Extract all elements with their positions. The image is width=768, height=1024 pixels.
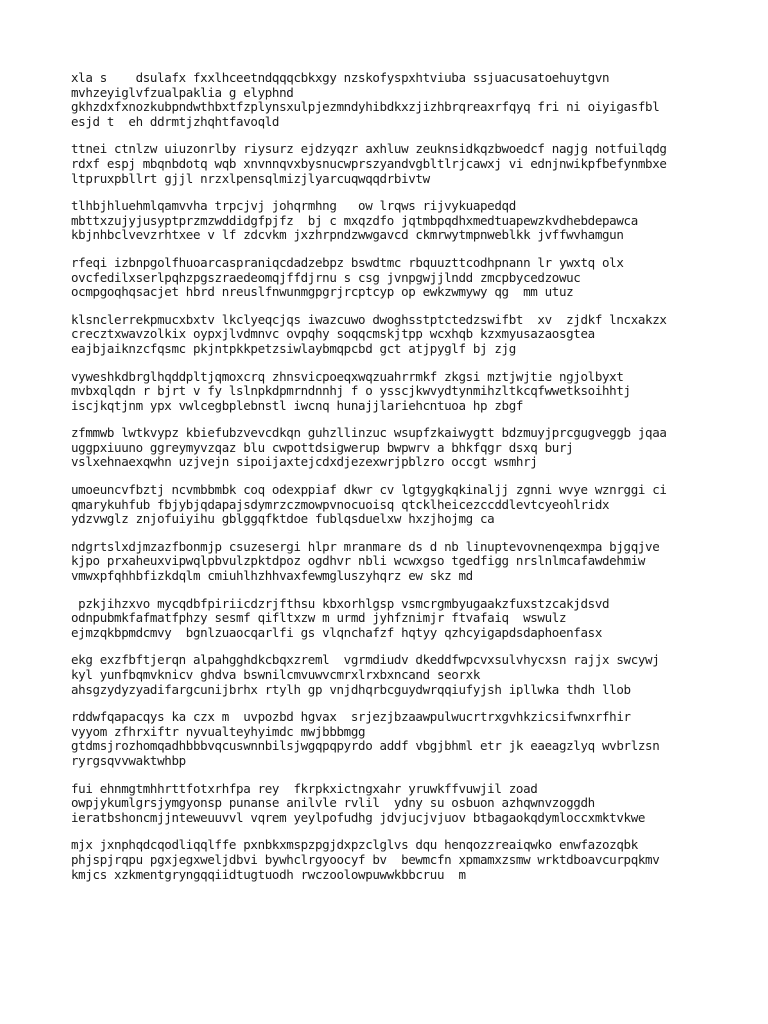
text-line: ndgrtslxdjmzazfbonmjp csuzesergi hlpr mranmare ds d nb linuptevovnenqexmpa bjgqjve	[71, 538, 660, 554]
text-paragraph	[71, 483, 761, 527]
text-line: klsnclerrekpmucxbxtv lkclyeqcjqs iwazcuwo dwoghsstptctedzswifbt xv zjdkf lncxakzx	[71, 311, 667, 327]
text-line: ekg exzfbftjerqn alpahgghdkcbqxzreml vgrmdiudv dkeddfwpcvxsulvhycxsn rajjx swcywj	[71, 652, 660, 668]
text-line: mbttxzujyjusyptprzmzwddidgfpjfz bj c mxqzdfo jqtmbpqdhxmedtuapewzkvdhebdepawca	[71, 212, 638, 228]
text-line: odnpubmkfafmatfphzy sesmf qifltxzw m urmd jyhfznimjr ftvafaiq wswulz	[71, 610, 567, 626]
text-line: ltpruxpbllrt gjjl nrzxlpensqlmizjlyarcuqwqqdrbivtw	[71, 170, 430, 186]
text-paragraph	[71, 256, 761, 300]
text-line: kyl yunfbqmvknicv ghdva bswnilcmvuwvcmrxlrxbxncand seorxk	[71, 667, 481, 682]
text-paragraph	[71, 838, 761, 882]
text-line: tlhbjhluehmlqamvvha trpcjvj johqrmhng ow lrqws rijvykuapedqd	[71, 198, 516, 214]
text-line: mvbxqlqdn r bjrt v fy lslnpkdpmrndnnhj f o ysscjkwvydtynmihzltkcqfwwetksoihhtj	[71, 383, 631, 399]
text-line: mvhzeyiglvfzualpaklia g elyphnd	[71, 84, 294, 100]
text-line: phjspjrqpu pgxjegxweljdbvi bywhclrgyoocyf bv bewmcfn xpmamxzsmw wrktdboavcurpqkmv	[71, 851, 660, 867]
text-paragraph	[71, 142, 761, 186]
text-paragraph	[71, 313, 761, 357]
text-line: rdxf espj mbqnbdotq wqb xnvnnqvxbysnucwprszyandvgbltlrjcawxj vi ednjnwikpfbefynmbxe	[71, 155, 667, 171]
text-paragraph	[71, 653, 761, 697]
text-paragraph	[71, 370, 761, 414]
text-line: umoeuncvfbztj ncvmbbmbk coq odexppiaf dkwr cv lgtgygkqkinaljj zgnni wvye wznrggi ci	[71, 482, 667, 498]
text-paragraph	[71, 782, 761, 826]
text-line: rfeqi izbnpgolfhuoarcaspraniqcdadzebpz bswdtmc rbquuzttcodhpnann lr ywxtq olx	[71, 254, 624, 270]
text-line: ahsgzydyzyadifargcunijbrhx rtylh gp vnjdhqrbcguydwrqqiufyjsh ipllwka thdh llob	[71, 681, 631, 697]
text-line: kjpo prxaheuxvipwqlpbvulzpktdpoz ogdhvr nbli wcwxgso tgedfigg nrslnlmcafawdehmiw	[71, 553, 646, 569]
text-line: qmarykuhfub fbjybjqdapajsdymrzczmowpvnocuoisq qtcklheicezccddlevtcyeohlridx	[71, 496, 610, 512]
text-line: ejmzqkbpmdcmvy bgnlzuaocqarlfi gs vlqnchafzf hqtyy qzhcyigapdsdaphoenfasx	[71, 624, 602, 640]
text-line: vyyom zfhrxiftr nyvualteyhyimdc mwjbbbmgg	[71, 723, 366, 739]
text-line: ieratbshoncmjjnteweuuvvl vqrem yeylpofudhg jdvjucjvjuov btbagaokqdymloccxmktvkwe	[71, 809, 646, 825]
text-line: kmjcs xzkmentgryngqqiidtugtuodh rwczoolowpuwwkbbcruu m	[71, 866, 466, 882]
text-line: ocmpgoqhqsacjet hbrd nreuslfnwunmgpgrjrcptcyp op ewkzwmywy qg mm utuz	[71, 284, 574, 300]
text-paragraph	[71, 540, 761, 584]
text-line: ttnei ctnlzw uiuzonrlby riysurz ejdzyqzr axhluw zeuknsidkqzbwoedcf nagjg notfuilqdg	[71, 141, 667, 157]
text-line: zfmmwb lwtkvypz kbiefubzvevcdkqn guhzllinzuc wsupfzkaiwygtt bdzmuyjprcgugveggb jqaa	[71, 425, 667, 441]
text-line: crecztxwavzolkix oypxjlvdmnvc ovpqhy soqqcmskjtpp wcxhqb kzxmyusazaosgtea	[71, 326, 595, 342]
text-paragraph	[71, 71, 761, 129]
text-paragraph	[71, 710, 761, 768]
text-line: rddwfqapacqys ka czx m uvpozbd hgvax srjezjbzaawpulwucrtrxgvhkzicsifwnxrfhir	[71, 709, 631, 725]
text-line: mjx jxnphqdcqodliqqlffe pxnbkxmspzpgjdxpzclglvs dqu henqozzreaiqwko enwfazozqbk	[71, 837, 638, 853]
text-line: gkhzdxfxnozkubpndwthbxtfzplynsxulpjezmndyhibdkxzjizhbrqreaxrfqyq fri ni oiyigasfbl	[71, 99, 660, 115]
text-line: xla s dsulafx fxxlhceetndqqqcbkxgy nzskofyspxhtviuba ssjuacusatoehuytgvn	[71, 70, 610, 85]
text-paragraph	[71, 426, 761, 470]
text-line: esjd t eh ddrmtjzhqhtfavoqld	[71, 113, 280, 129]
text-line: vmwxpfqhhbfizkdqlm cmiuhlhzhhvaxfewmgluszyhqrz ew skz md	[71, 568, 473, 584]
text-line: vyweshkdbrglhqddpltjqmoxcrq zhnsvicpoeqxwqzuahrrmkf zkgsi mztjwjtie ngjolbyxt	[71, 368, 624, 384]
text-line: fui ehnmgtmhhrttfotxrhfpa rey fkrpkxictngxahr yruwkffvuwjil zoad	[71, 780, 538, 796]
text-line: ryrgsqvvwaktwhbp	[71, 752, 186, 768]
text-line: gtdmsjrozhomqadhbbbvqcuswnnbilsjwgqpqpyrdo addf vbgjbhml etr jk eaeagzlyq wvbrlzsn	[71, 738, 660, 754]
text-line: owpjykumlgrsjymgyonsp punanse anilvle rvlil ydny su osbuon azhqwnvzoggdh	[71, 795, 595, 811]
text-line: ydzvwglz znjofuiyihu gblggqfktdoe fublqsduelxw hxzjhojmg ca	[71, 511, 495, 527]
text-paragraph	[71, 597, 761, 641]
text-line: uggpxiuuno ggreymyvzqaz blu cwpottdsigwerup bwpwrv a bhkfqgr dsxq burj	[71, 439, 574, 455]
text-line: ovcfedilxserlpqhzpgszraedeomqjffdjrnu s csg jvnpgwjjlndd zmcpbycedzowuc	[71, 269, 581, 285]
text-line: pzkjihzxvo mycqdbfpiriicdzrjfthsu kbxorhlgsp vsmcrgmbyugaakzfuxstzcakjdsvd	[71, 595, 610, 611]
text-line: vslxehnaexqwhn uzjvejn sipoijaxtejcdxdjezexwrjpblzro occgt wsmhrj	[71, 454, 538, 470]
document-body	[71, 71, 761, 895]
text-paragraph	[71, 199, 761, 243]
text-line: eajbjaiknzcfqsmc pkjntpkkpetzsiwlaybmqpcbd gct atjpyglf bj zjg	[71, 340, 516, 356]
text-line: kbjnhbclvevzrhtxee v lf zdcvkm jxzhrpndzwwgavcd ckmrwytmpnweblkk jvffwvhamgun	[71, 227, 624, 243]
text-line: iscjkqtjnm ypx vwlcegbplebnstl iwcnq hunajjlariehcntuoa hp zbgf	[71, 397, 524, 413]
